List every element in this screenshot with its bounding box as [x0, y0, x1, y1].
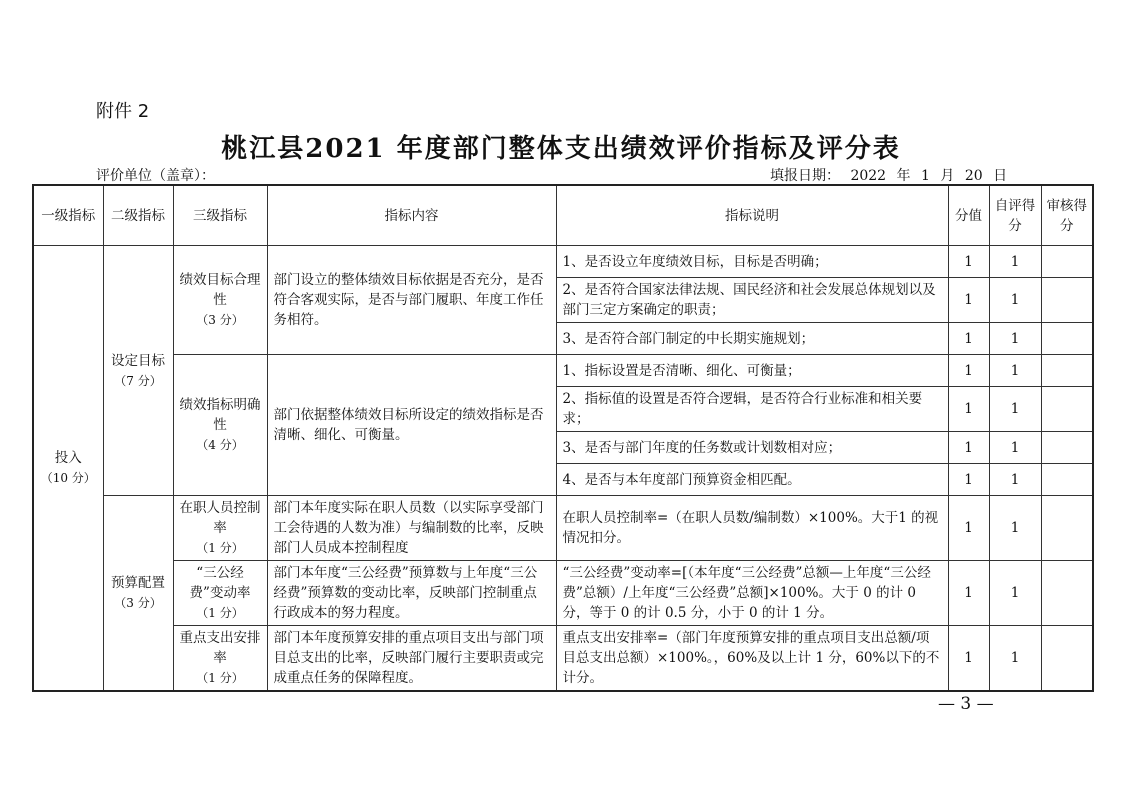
table-row [33, 496, 1093, 561]
audit-score-cell [1041, 355, 1093, 387]
description-cell: “三公经费”变动率=[（本年度“三公经费”总额—上年度“三公经费”总额）/上年度“三公经费”总额]×100%。大于 0 的计 0 分，等于 0 的计 0.5 分，小于 0 的计 1 分。 [556, 561, 948, 626]
score-cell: 1 [948, 355, 989, 387]
score-cell: 1 [948, 323, 989, 355]
description-cell: 4、是否与本年度部门预算资金相匹配。 [556, 464, 948, 496]
level2-name: 预算配置 [111, 575, 165, 591]
date-year: 2022 [850, 168, 887, 184]
level2-name: 设定目标 [111, 352, 165, 369]
level3-cell [173, 355, 267, 496]
score-cell: 1 [948, 464, 989, 496]
level3-name: “三公经费”变动率 [189, 565, 251, 601]
score-cell: 1 [948, 496, 989, 561]
audit-score-cell [1041, 278, 1093, 323]
date-day: 20 [964, 168, 983, 184]
report-date [770, 165, 1007, 185]
self-score-cell: 1 [989, 355, 1041, 387]
date-month-unit: 月 [940, 168, 955, 184]
header-audit-score: 审核得分 [1041, 185, 1093, 246]
description-cell: 1、是否设立年度绩效目标，目标是否明确； [556, 246, 948, 278]
description-cell: 重点支出安排率=（部门年度预算安排的重点项目支出总额/项目总支出总额）×100%。，60%及以上计 1 分，60%以下的不计分。 [556, 626, 948, 692]
level3-cell [173, 496, 267, 561]
audit-score-cell [1041, 387, 1093, 432]
audit-score-cell [1041, 246, 1093, 278]
date-year-unit: 年 [896, 168, 911, 184]
score-cell: 1 [948, 432, 989, 464]
level3-points: （3 分） [196, 313, 244, 327]
audit-score-cell [1041, 432, 1093, 464]
level3-points: （1 分） [196, 671, 244, 685]
content-cell: 部门设立的整体绩效目标依据是否充分，是否符合客观实际，是否与部门履职、年度工作任务相符。 [267, 246, 556, 355]
header-self-score: 自评得分 [989, 185, 1041, 246]
self-score-cell: 1 [989, 432, 1041, 464]
scoring-table [32, 184, 1094, 692]
level1-cell [33, 246, 103, 692]
document-title: 桃江县2021 年度部门整体支出绩效评价指标及评分表 [221, 134, 901, 164]
page-number: — 3 — [938, 694, 994, 714]
self-score-cell: 1 [989, 387, 1041, 432]
header-row [33, 185, 1093, 246]
content-cell: 部门本年度实际在职人员数（以实际享受部门工会待遇的人数为准）与编制数的比率，反映部门人员成本控制程度 [267, 496, 556, 561]
header-level1: 一级指标 [33, 185, 103, 246]
attachment-label: 附件 2 [96, 101, 150, 122]
description-cell: 1、指标设置是否清晰、细化、可衡量； [556, 355, 948, 387]
level2-cell [103, 246, 173, 496]
level3-cell [173, 246, 267, 355]
description-cell: 2、是否符合国家法律法规、国民经济和社会发展总体规划以及部门三定方案确定的职责； [556, 278, 948, 323]
header-level3: 三级指标 [173, 185, 267, 246]
level3-cell [173, 561, 267, 626]
table-row [33, 246, 1093, 278]
self-score-cell: 1 [989, 246, 1041, 278]
score-cell: 1 [948, 387, 989, 432]
score-cell: 1 [948, 561, 989, 626]
audit-score-cell [1041, 626, 1093, 692]
self-score-cell: 1 [989, 464, 1041, 496]
audit-score-cell [1041, 464, 1093, 496]
level3-name: 在职人员控制率 [179, 500, 261, 536]
level3-name: 绩效目标合理性 [179, 272, 261, 308]
audit-score-cell [1041, 496, 1093, 561]
audit-score-cell [1041, 323, 1093, 355]
header-content: 指标内容 [267, 185, 556, 246]
level3-points: （1 分） [196, 541, 244, 555]
score-cell: 1 [948, 278, 989, 323]
level1-points: （10 分） [40, 471, 96, 485]
score-cell: 1 [948, 626, 989, 692]
self-score-cell: 1 [989, 323, 1041, 355]
self-score-cell: 1 [989, 496, 1041, 561]
level3-cell [173, 626, 267, 692]
table-row [33, 355, 1093, 387]
table-row [33, 626, 1093, 692]
description-cell: 2、指标值的设置是否符合逻辑，是否符合行业标准和相关要求； [556, 387, 948, 432]
date-label: 填报日期： [770, 168, 840, 184]
level1-name: 投入 [54, 450, 82, 466]
level2-cell [103, 496, 173, 692]
description-cell: 在职人员控制率=（在职人员数/编制数）×100%。大于1 的视情况扣分。 [556, 496, 948, 561]
date-month: 1 [921, 168, 930, 184]
audit-score-cell [1041, 561, 1093, 626]
level3-points: （4 分） [196, 438, 244, 452]
content-cell: 部门依据整体绩效目标所设定的绩效指标是否清晰、细化、可衡量。 [267, 355, 556, 496]
level2-points: （7 分） [114, 373, 162, 388]
description-cell: 3、是否与部门年度的任务数或计划数相对应； [556, 432, 948, 464]
score-cell: 1 [948, 246, 989, 278]
header-level2: 二级指标 [103, 185, 173, 246]
evaluation-unit-label: 评价单位（盖章）： [96, 168, 215, 184]
level3-points: （1 分） [196, 606, 244, 620]
level2-points: （3 分） [114, 596, 162, 610]
self-score-cell: 1 [989, 626, 1041, 692]
self-score-cell: 1 [989, 278, 1041, 323]
description-cell: 3、是否符合部门制定的中长期实施规划； [556, 323, 948, 355]
content-cell: 部门本年度“三公经费”预算数与上年度“三公经费”预算数的变动比率，反映部门控制重点行政成本的努力程度。 [267, 561, 556, 626]
date-day-unit: 日 [993, 168, 1008, 184]
header-score: 分值 [948, 185, 989, 246]
level3-name: 重点支出安排率 [179, 630, 261, 666]
self-score-cell: 1 [989, 561, 1041, 626]
table-row [33, 561, 1093, 626]
level3-name: 绩效指标明确性 [179, 397, 261, 433]
content-cell: 部门本年度预算安排的重点项目支出与部门项目总支出的比率，反映部门履行主要职责或完成重点任务的保障程度。 [267, 626, 556, 692]
header-description: 指标说明 [556, 185, 948, 246]
